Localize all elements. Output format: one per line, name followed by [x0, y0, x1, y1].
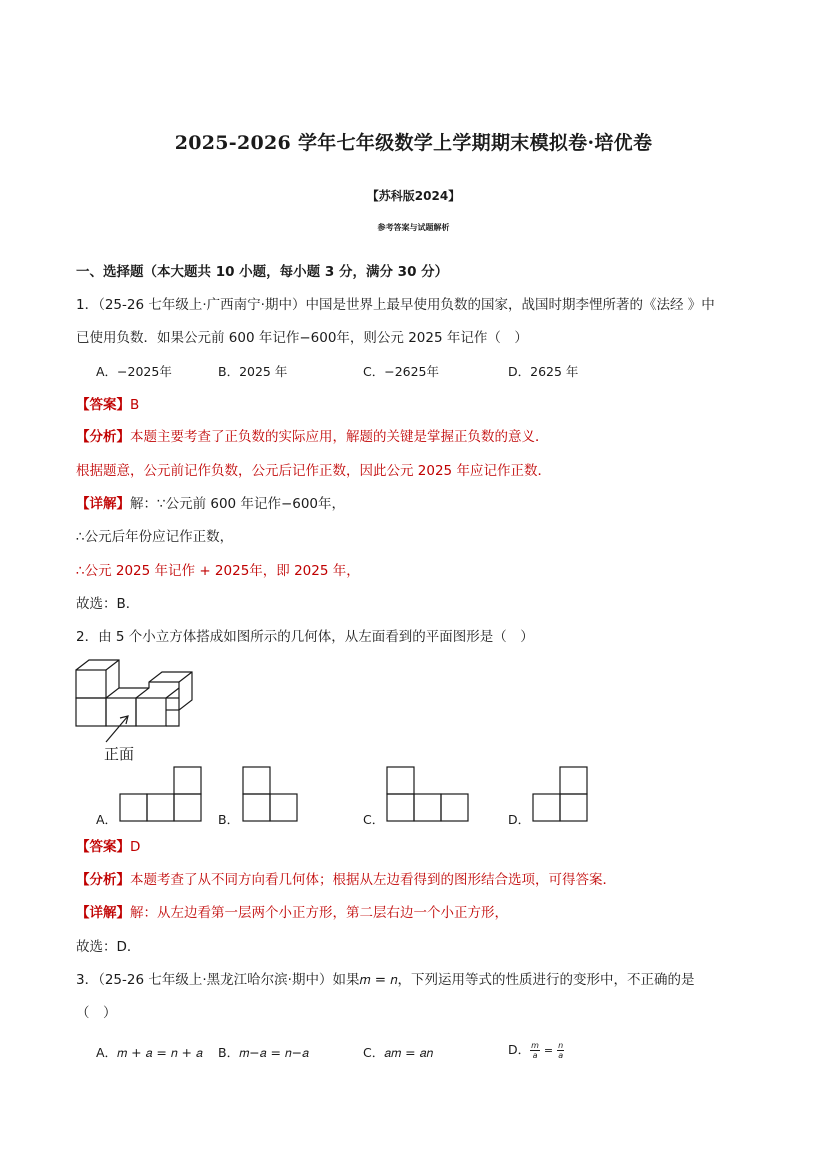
q1-answer-value: B [130, 397, 140, 413]
q2-answer-label: 【答案】 [76, 839, 130, 855]
q1-analysis2: 根据题意，公元前记作负数，公元后记作正数，因此公元 2025 年应记作正数． [76, 463, 551, 479]
q1-option-d: D．2625 年 [508, 364, 579, 379]
q3-option-a: A．𝑚 + 𝑎 = 𝑛 + 𝑎 [96, 1045, 203, 1060]
page-subtitle: 参考答案与试题解析 [377, 223, 450, 232]
q3-stem-line2: （ ） [76, 1005, 117, 1021]
q1-step2: ∴公元 2025 年记作 + 2025年，即 2025 年， [76, 563, 360, 579]
q3-option-d [508, 1040, 564, 1060]
q2-option-a-label: A． [96, 812, 118, 827]
q2-detail [76, 903, 508, 923]
q3-option-d-label: D． [508, 1042, 531, 1057]
q2-stem: 2．由 5 个小立方体搭成如图所示的几何体，从左面看到的平面图形是（ ） [76, 629, 534, 645]
q1-detail-label: 【详解】 [76, 496, 130, 512]
q3-option-c: C．𝑎𝑚 = 𝑎𝑛 [363, 1045, 434, 1060]
q1-conclusion: 故选：B． [76, 596, 140, 612]
q2-analysis [76, 870, 616, 890]
q1-analysis-text: 本题主要考查了正负数的实际应用，解题的关键是掌握正负数的意义． [130, 429, 549, 445]
q2-conclusion: 故选：D． [76, 939, 141, 955]
q2-detail-label: 【详解】 [76, 905, 130, 921]
q2-option-c-label: C． [363, 812, 385, 827]
q2-answer-value: D [130, 839, 141, 855]
q3-option-d-equals: = [543, 1044, 554, 1057]
q2-option-b-label: B． [218, 812, 240, 827]
q1-option-c: C．−2625年 [363, 364, 440, 379]
q1-stem-line2: 已使用负数．如果公元前 600 年记作−600年，则公元 2025 年记作（ ） [76, 330, 528, 346]
q2-option-b-figure [241, 766, 301, 824]
page-title: 2025-2026 学年七年级数学上学期期末模拟卷·培优卷 [174, 132, 653, 154]
q2-option-d-label: D． [508, 812, 531, 827]
q2-detail-text: 解：从左边看第一层两个小正方形，第二层右边一个小正方形， [130, 905, 508, 921]
q1-analysis [76, 427, 549, 447]
q2-analysis-text: 本题考查了从不同方向看几何体；根据从左边看得到的图形结合选项，可得答案． [130, 872, 616, 888]
q3-option-d-fraction-left: $\frac{m}{a}$ [531, 1041, 539, 1060]
q2-option-c-figure [385, 766, 471, 824]
q3-stem-line1: 3．（25-26 七年级上·黑龙江哈尔滨·期中）如果𝑚 = 𝑛，下列运用等式的性质进行的变形中，不正确的是 [76, 972, 695, 988]
q2-answer [76, 837, 140, 857]
q1-stem-line1: 1．（25-26 七年级上·广西南宁·期中）中国是世界上最早使用负数的国家，战国时期李悝所著的《法经 》中 [76, 297, 715, 313]
q3-option-b: B．𝑚−𝑎 = 𝑛−𝑎 [218, 1045, 309, 1060]
q2-option-d-figure [531, 766, 591, 824]
q1-answer [76, 395, 139, 415]
q1-answer-label: 【答案】 [76, 397, 130, 413]
section-heading: 一、选择题（本大题共 10 小题，每小题 3 分，满分 30 分） [76, 264, 449, 280]
q1-analysis-label: 【分析】 [76, 429, 130, 445]
q2-solid-figure [72, 658, 202, 768]
q2-front-label: 正面 [104, 745, 135, 763]
q1-detail [76, 494, 345, 514]
q1-option-a: A．−2025年 [96, 364, 172, 379]
q3-option-d-fraction-right: $\frac{n}{a}$ [558, 1041, 564, 1060]
q1-detail-text: 解：∵公元前 600 年记作−600年， [130, 496, 346, 512]
q1-step1: ∴公元后年份应记作正数， [76, 529, 234, 545]
edition-label: 【苏科版2024】 [366, 189, 461, 203]
q2-option-a-figure [118, 766, 204, 824]
q2-analysis-label: 【分析】 [76, 872, 130, 888]
q1-option-b: B．2025 年 [218, 364, 288, 379]
